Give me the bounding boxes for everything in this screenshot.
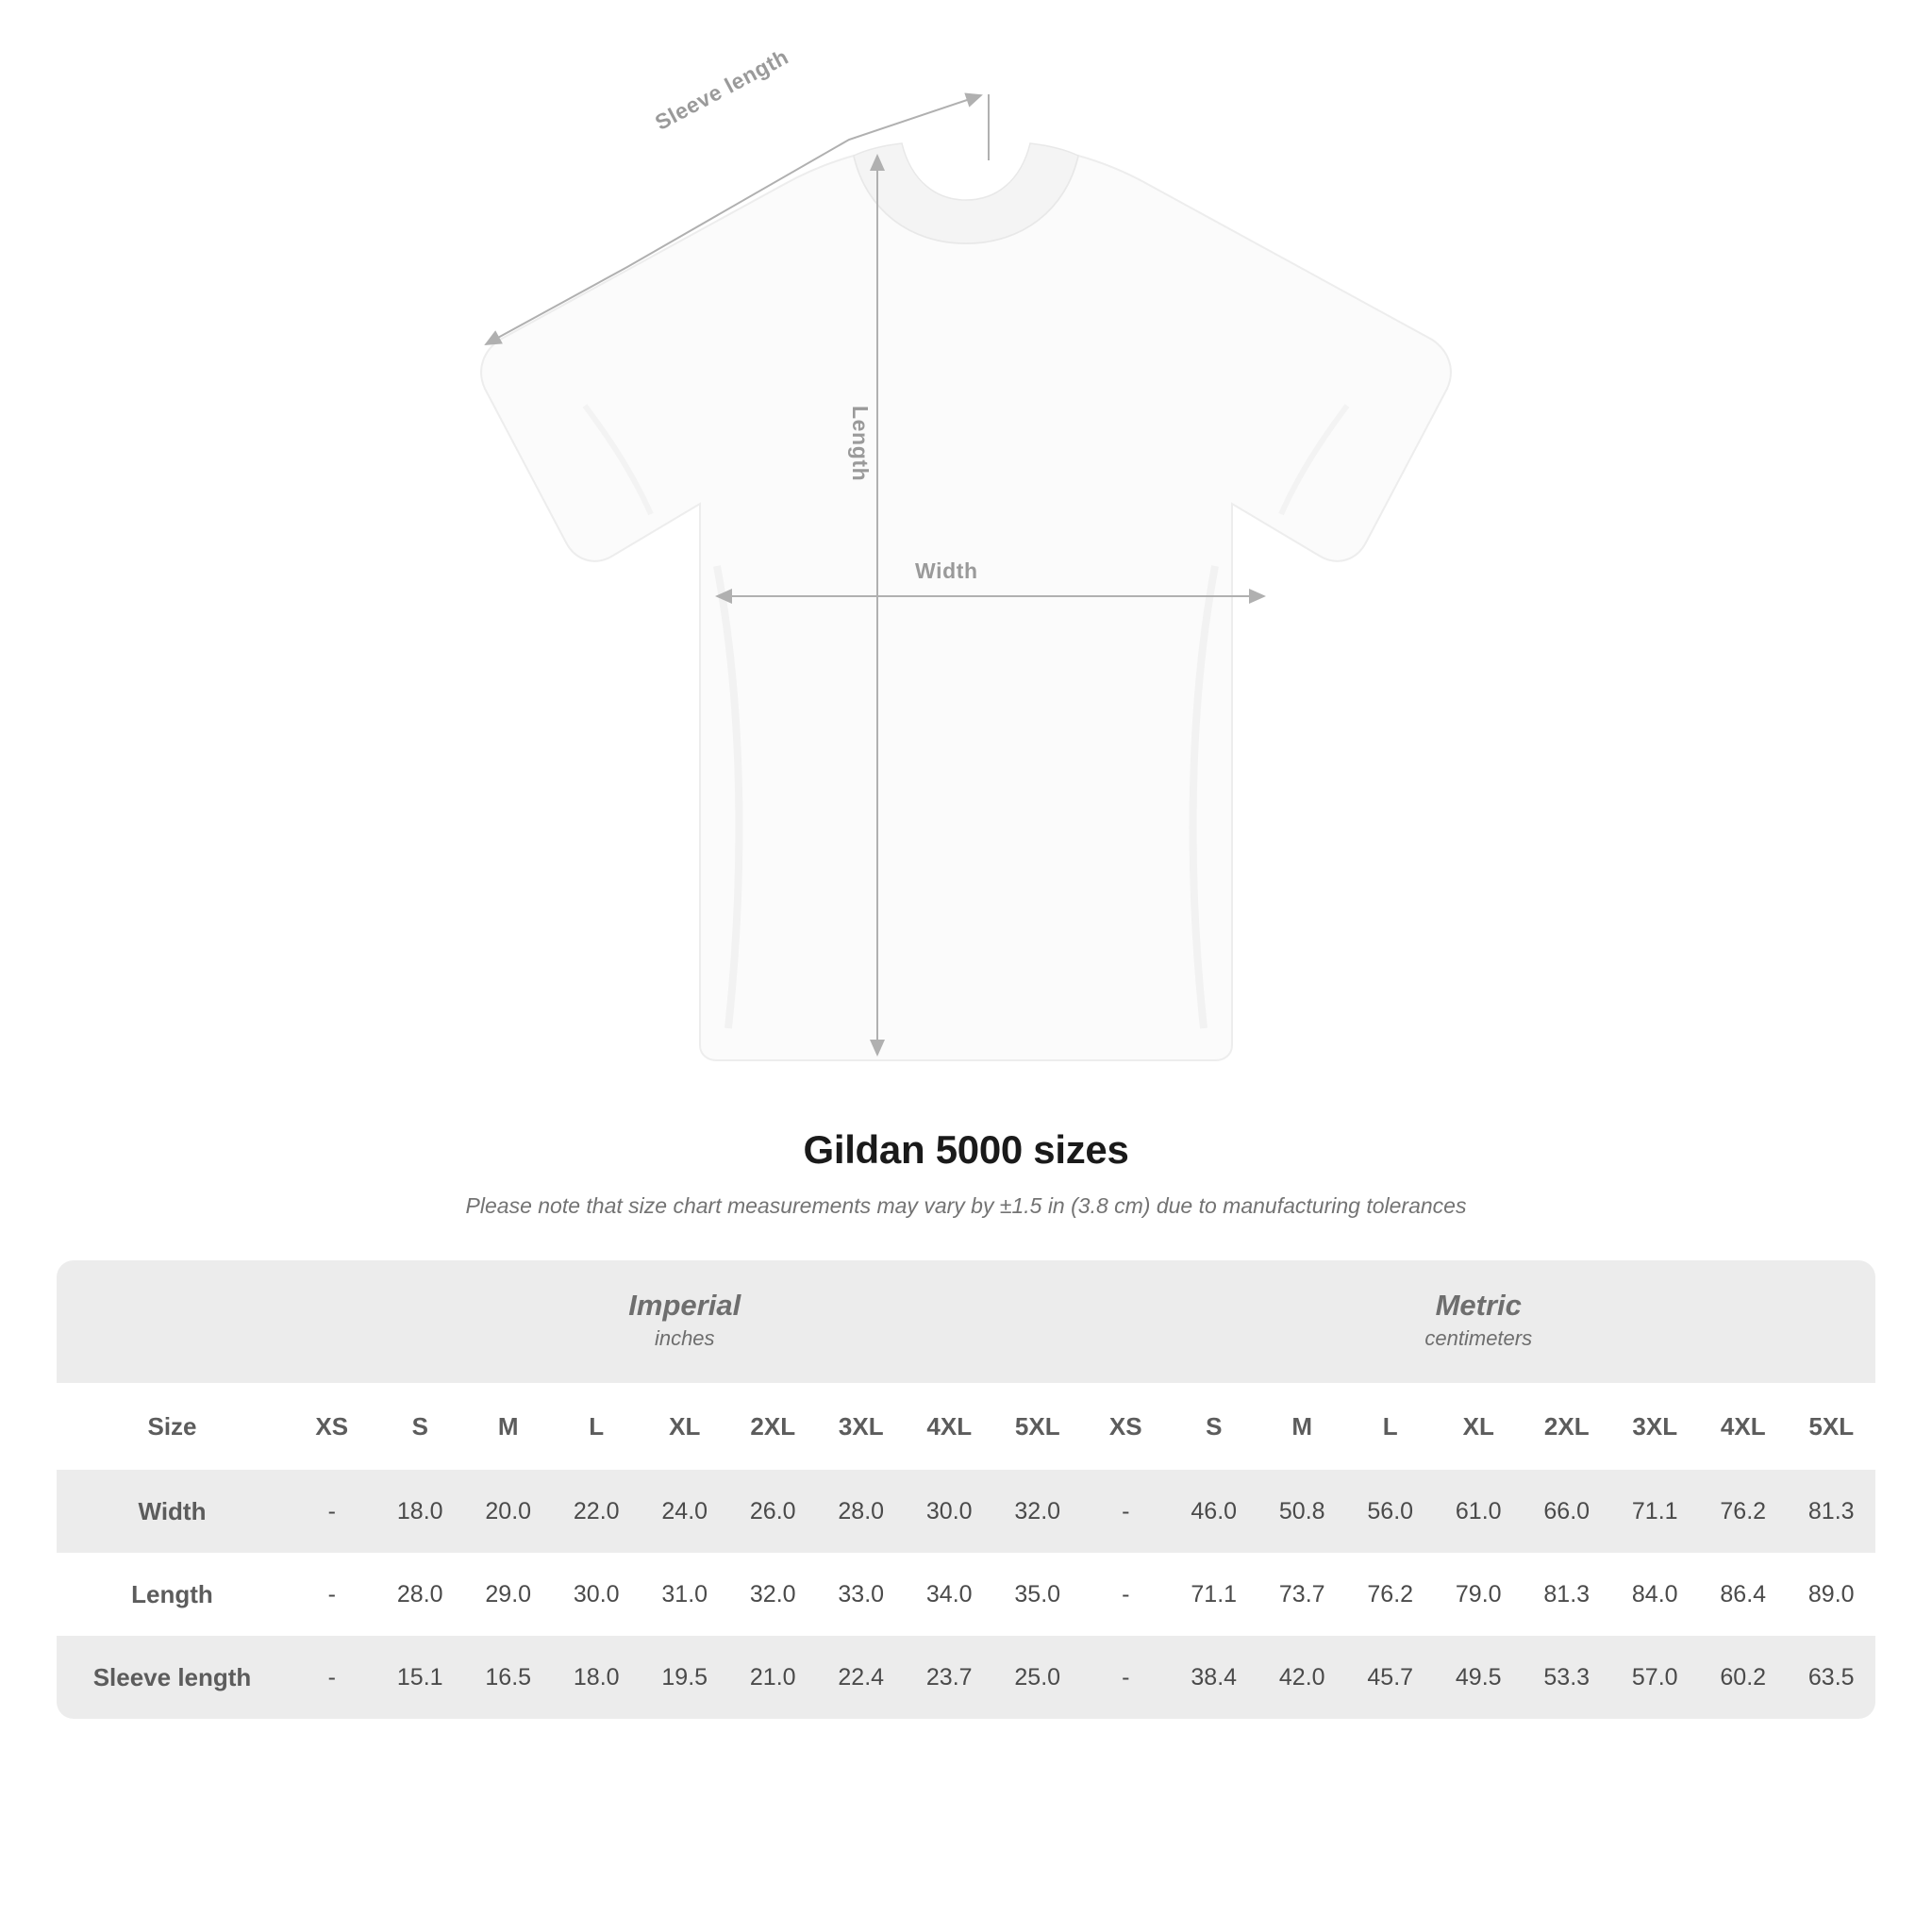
- size-col-metric-s: S: [1170, 1383, 1258, 1470]
- cell-width-imperial-l: 22.0: [553, 1470, 641, 1553]
- cell-sleeve-metric-3xl: 57.0: [1611, 1636, 1700, 1719]
- cell-sleeve-metric-s: 38.4: [1170, 1636, 1258, 1719]
- cell-length-metric-2xl: 81.3: [1543, 1580, 1591, 1607]
- cell-length-imperial-s: 28.0: [396, 1580, 443, 1607]
- cell-sleeve-imperial-3xl: 22.4: [817, 1636, 906, 1719]
- page-subtitle: Please note that size chart measurements may vary by ±1.5 in (3.8 cm) due to manufacturing tolerances: [465, 1193, 1467, 1218]
- size-col-metric-2xl: 2XL: [1523, 1383, 1611, 1470]
- cell-sleeve-metric-m: 42.0: [1258, 1636, 1347, 1719]
- row-label-sleeve-length: Sleeve length: [57, 1636, 288, 1719]
- size-col-metric-5xl: 5XL: [1788, 1383, 1876, 1470]
- size-table-wrapper: [57, 1260, 1875, 1719]
- cell-length-metric-5xl: 89.0: [1807, 1580, 1855, 1607]
- size-col-metric-4xl: 4XL: [1699, 1383, 1788, 1470]
- cell-length-metric-s: 71.1: [1191, 1580, 1238, 1607]
- cell-length-imperial-xl: 31.0: [661, 1580, 708, 1607]
- cell-sleeve-imperial-l: 18.0: [553, 1636, 641, 1719]
- cell-length-metric-xl: 79.0: [1455, 1580, 1502, 1607]
- cell-length-imperial-m: 29.0: [485, 1580, 532, 1607]
- table-row: [57, 1470, 1875, 1553]
- page-title: Gildan 5000 sizes: [803, 1127, 1129, 1172]
- size-col-metric-3xl: 3XL: [1611, 1383, 1700, 1470]
- size-col-metric-l: L: [1346, 1383, 1435, 1470]
- unit-header-row: [57, 1260, 1875, 1383]
- size-header-label: Size: [57, 1383, 288, 1470]
- size-col-imperial-s: S: [376, 1383, 465, 1470]
- size-header-row: [57, 1383, 1875, 1470]
- cell-sleeve-metric-xl: 49.5: [1435, 1636, 1524, 1719]
- cell-sleeve-imperial-5xl: 25.0: [993, 1636, 1082, 1719]
- cell-width-metric-s: 46.0: [1170, 1470, 1258, 1553]
- size-col-imperial-m: M: [464, 1383, 553, 1470]
- size-col-metric-xl: XL: [1435, 1383, 1524, 1470]
- size-col-imperial-l: L: [553, 1383, 641, 1470]
- cell-length-imperial-2xl: 32.0: [749, 1580, 796, 1607]
- unit-group-metric: [1082, 1260, 1876, 1383]
- unit-group-imperial: [288, 1260, 1082, 1383]
- size-col-imperial-5xl: 5XL: [993, 1383, 1082, 1470]
- cell-length-metric-3xl: 84.0: [1631, 1580, 1678, 1607]
- cell-width-imperial-5xl: 32.0: [993, 1470, 1082, 1553]
- cell-width-metric-m: 50.8: [1258, 1470, 1347, 1553]
- cell-sleeve-imperial-s: 15.1: [376, 1636, 465, 1719]
- cell-sleeve-imperial-2xl: 21.0: [729, 1636, 818, 1719]
- tshirt-shape: [481, 143, 1451, 1060]
- cell-width-metric-xl: 61.0: [1435, 1470, 1524, 1553]
- row-label-width: Width: [57, 1470, 288, 1553]
- cell-width-metric-5xl: 81.3: [1788, 1470, 1876, 1553]
- cell-width-imperial-xs: -: [288, 1470, 376, 1553]
- table-row: [57, 1553, 1875, 1636]
- unit-group-metric-name: Metric: [1435, 1288, 1522, 1322]
- size-col-imperial-2xl: 2XL: [729, 1383, 818, 1470]
- cell-width-metric-2xl: 66.0: [1523, 1470, 1611, 1553]
- width-label: Width: [915, 558, 978, 583]
- cell-width-imperial-3xl: 28.0: [817, 1470, 906, 1553]
- cell-length-imperial-3xl: 33.0: [838, 1580, 885, 1607]
- cell-sleeve-metric-2xl: 53.3: [1523, 1636, 1611, 1719]
- cell-width-metric-xs: -: [1082, 1470, 1171, 1553]
- cell-length-imperial-5xl: 35.0: [1014, 1580, 1061, 1607]
- title-block: [0, 1127, 1932, 1219]
- size-table: [57, 1260, 1875, 1719]
- cell-width-imperial-xl: 24.0: [641, 1470, 729, 1553]
- size-col-metric-m: M: [1258, 1383, 1347, 1470]
- cell-sleeve-imperial-xs: -: [288, 1636, 376, 1719]
- cell-sleeve-imperial-m: 16.5: [464, 1636, 553, 1719]
- sleeve-length-label: Sleeve length: [651, 43, 793, 135]
- cell-width-imperial-s: 18.0: [376, 1470, 465, 1553]
- cell-length-imperial-l: 30.0: [573, 1580, 620, 1607]
- cell-sleeve-imperial-4xl: 23.7: [906, 1636, 994, 1719]
- size-col-imperial-xl: XL: [641, 1383, 729, 1470]
- cell-width-imperial-4xl: 30.0: [906, 1470, 994, 1553]
- cell-sleeve-metric-l: 45.7: [1346, 1636, 1435, 1719]
- cell-length-metric-xs: -: [1122, 1580, 1130, 1607]
- unit-group-metric-sub: centimeters: [1424, 1326, 1533, 1351]
- cell-width-metric-3xl: 71.1: [1611, 1470, 1700, 1553]
- cell-length-metric-m: 73.7: [1278, 1580, 1325, 1607]
- unit-group-imperial-name: Imperial: [628, 1288, 741, 1322]
- cell-length-imperial-xs: -: [327, 1580, 336, 1607]
- cell-length-metric-4xl: 86.4: [1720, 1580, 1767, 1607]
- cell-sleeve-metric-5xl: 63.5: [1788, 1636, 1876, 1719]
- size-col-imperial-xs: XS: [288, 1383, 376, 1470]
- size-col-imperial-4xl: 4XL: [906, 1383, 994, 1470]
- cell-width-metric-l: 56.0: [1346, 1470, 1435, 1553]
- cell-width-imperial-2xl: 26.0: [729, 1470, 818, 1553]
- cell-length-imperial-4xl: 34.0: [925, 1580, 973, 1607]
- cell-sleeve-imperial-xl: 19.5: [641, 1636, 729, 1719]
- size-col-metric-xs: XS: [1082, 1383, 1171, 1470]
- length-label: Length: [848, 406, 873, 482]
- table-corner-cell: [57, 1260, 288, 1383]
- table-row: [57, 1636, 1875, 1719]
- cell-width-imperial-m: 20.0: [464, 1470, 553, 1553]
- size-col-imperial-3xl: 3XL: [817, 1383, 906, 1470]
- cell-length-metric-l: 76.2: [1367, 1580, 1414, 1607]
- cell-sleeve-metric-xs: -: [1082, 1636, 1171, 1719]
- cell-sleeve-metric-4xl: 60.2: [1699, 1636, 1788, 1719]
- row-label-length: Length: [131, 1579, 213, 1608]
- cell-width-metric-4xl: 76.2: [1699, 1470, 1788, 1553]
- unit-group-imperial-sub: inches: [654, 1326, 715, 1351]
